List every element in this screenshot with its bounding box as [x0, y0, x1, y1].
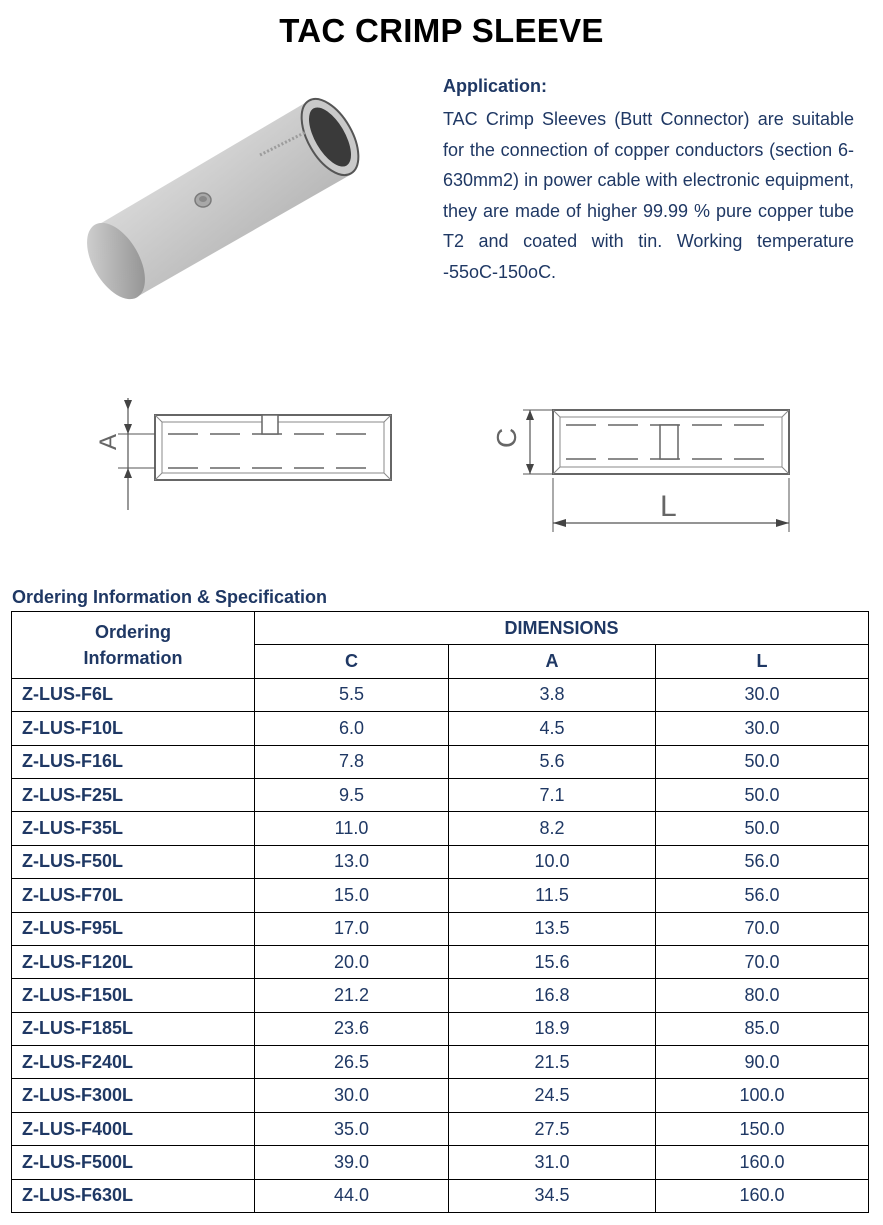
- table-row: [12, 712, 869, 745]
- ordering-header-line2: Information: [83, 647, 183, 668]
- table-row: [12, 845, 869, 878]
- table-row: [12, 979, 869, 1012]
- ordering-info-header: [12, 612, 255, 679]
- cell-c: 20.0: [255, 945, 449, 978]
- application-heading: Application:: [443, 76, 547, 96]
- cell-c: 21.2: [255, 979, 449, 1012]
- cell-c: 23.6: [255, 1012, 449, 1045]
- cell-a: 21.5: [449, 1046, 656, 1079]
- cell-c: 26.5: [255, 1046, 449, 1079]
- cell-c: 5.5: [255, 678, 449, 711]
- cell-code: Z-LUS-F25L: [12, 778, 255, 811]
- table-row: [12, 1012, 869, 1045]
- cell-a: 11.5: [449, 879, 656, 912]
- cell-c: 39.0: [255, 1146, 449, 1179]
- cell-c: 17.0: [255, 912, 449, 945]
- cell-l: 150.0: [656, 1112, 869, 1145]
- cell-code: Z-LUS-F50L: [12, 845, 255, 878]
- cell-l: 70.0: [656, 912, 869, 945]
- cell-l: 85.0: [656, 1012, 869, 1045]
- dimensions-header: DIMENSIONS: [255, 612, 869, 645]
- table-row: [12, 1046, 869, 1079]
- drawing-top-view-c-l: [480, 392, 810, 542]
- cell-l: 100.0: [656, 1079, 869, 1112]
- table-row: [12, 1079, 869, 1112]
- table-row: [12, 745, 869, 778]
- cell-code: Z-LUS-F16L: [12, 745, 255, 778]
- cell-code: Z-LUS-F70L: [12, 879, 255, 912]
- table-row: [12, 678, 869, 711]
- cell-l: 50.0: [656, 745, 869, 778]
- cell-a: 18.9: [449, 1012, 656, 1045]
- specification-table: [11, 611, 869, 1213]
- cell-a: 34.5: [449, 1179, 656, 1212]
- cell-code: Z-LUS-F185L: [12, 1012, 255, 1045]
- column-header-l: L: [656, 645, 869, 678]
- table-row: [12, 1179, 869, 1212]
- cell-c: 44.0: [255, 1179, 449, 1212]
- cell-a: 7.1: [449, 778, 656, 811]
- cell-c: 35.0: [255, 1112, 449, 1145]
- table-row: [12, 1146, 869, 1179]
- cell-code: Z-LUS-F400L: [12, 1112, 255, 1145]
- cell-c: 30.0: [255, 1079, 449, 1112]
- cell-a: 3.8: [449, 678, 656, 711]
- cell-c: 9.5: [255, 778, 449, 811]
- cell-code: Z-LUS-F10L: [12, 712, 255, 745]
- cell-l: 50.0: [656, 812, 869, 845]
- cell-l: 56.0: [656, 845, 869, 878]
- cell-l: 160.0: [656, 1146, 869, 1179]
- product-photo: [60, 80, 390, 320]
- cell-code: Z-LUS-F500L: [12, 1146, 255, 1179]
- section-heading: Ordering Information & Specification: [12, 587, 328, 607]
- table-row: [12, 1112, 869, 1145]
- cell-a: 5.6: [449, 745, 656, 778]
- drawing-side-view-a: [90, 388, 400, 513]
- cell-code: Z-LUS-F120L: [12, 945, 255, 978]
- cell-code: Z-LUS-F6L: [12, 678, 255, 711]
- cell-c: 15.0: [255, 879, 449, 912]
- ordering-header-line1: Ordering: [94, 621, 171, 642]
- cell-l: 50.0: [656, 778, 869, 811]
- cell-code: Z-LUS-F240L: [12, 1046, 255, 1079]
- cell-a: 4.5: [449, 712, 656, 745]
- cell-l: 30.0: [656, 712, 869, 745]
- cell-c: 11.0: [255, 812, 449, 845]
- cell-c: 7.8: [255, 745, 449, 778]
- application-description: TAC Crimp Sleeves (Butt Connector) are suitable for the connection of copper conductors (section 6-630mm2) in power cable with electronic equipment, they are made of higher 99.99 % pure copper tube T2 and coated with tin. Working temperature -55oC-150oC.: [443, 109, 854, 282]
- cell-l: 90.0: [656, 1046, 869, 1079]
- dimension-label-c: C: [491, 427, 522, 448]
- cell-code: Z-LUS-F630L: [12, 1179, 255, 1212]
- cell-c: 13.0: [255, 845, 449, 878]
- dimension-label-a: A: [95, 433, 122, 450]
- cell-l: 160.0: [656, 1179, 869, 1212]
- column-header-a: A: [449, 645, 656, 678]
- column-header-c: C: [255, 645, 449, 678]
- cell-a: 31.0: [449, 1146, 656, 1179]
- table-row: [12, 912, 869, 945]
- cell-l: 30.0: [656, 678, 869, 711]
- cell-a: 24.5: [449, 1079, 656, 1112]
- cell-l: 70.0: [656, 945, 869, 978]
- table-row: [12, 812, 869, 845]
- cell-code: Z-LUS-F35L: [12, 812, 255, 845]
- cell-code: Z-LUS-F150L: [12, 979, 255, 1012]
- cell-a: 8.2: [449, 812, 656, 845]
- cell-a: 15.6: [449, 945, 656, 978]
- table-row: [12, 778, 869, 811]
- table-row: [12, 879, 869, 912]
- cell-code: Z-LUS-F95L: [12, 912, 255, 945]
- cell-c: 6.0: [255, 712, 449, 745]
- cell-code: Z-LUS-F300L: [12, 1079, 255, 1112]
- table-row: [12, 945, 869, 978]
- cell-l: 56.0: [656, 879, 869, 912]
- cell-a: 27.5: [449, 1112, 656, 1145]
- cell-a: 16.8: [449, 979, 656, 1012]
- cell-l: 80.0: [656, 979, 869, 1012]
- cell-a: 13.5: [449, 912, 656, 945]
- page-title: TAC CRIMP SLEEVE: [279, 12, 604, 49]
- dimension-label-l: L: [660, 490, 677, 523]
- cell-a: 10.0: [449, 845, 656, 878]
